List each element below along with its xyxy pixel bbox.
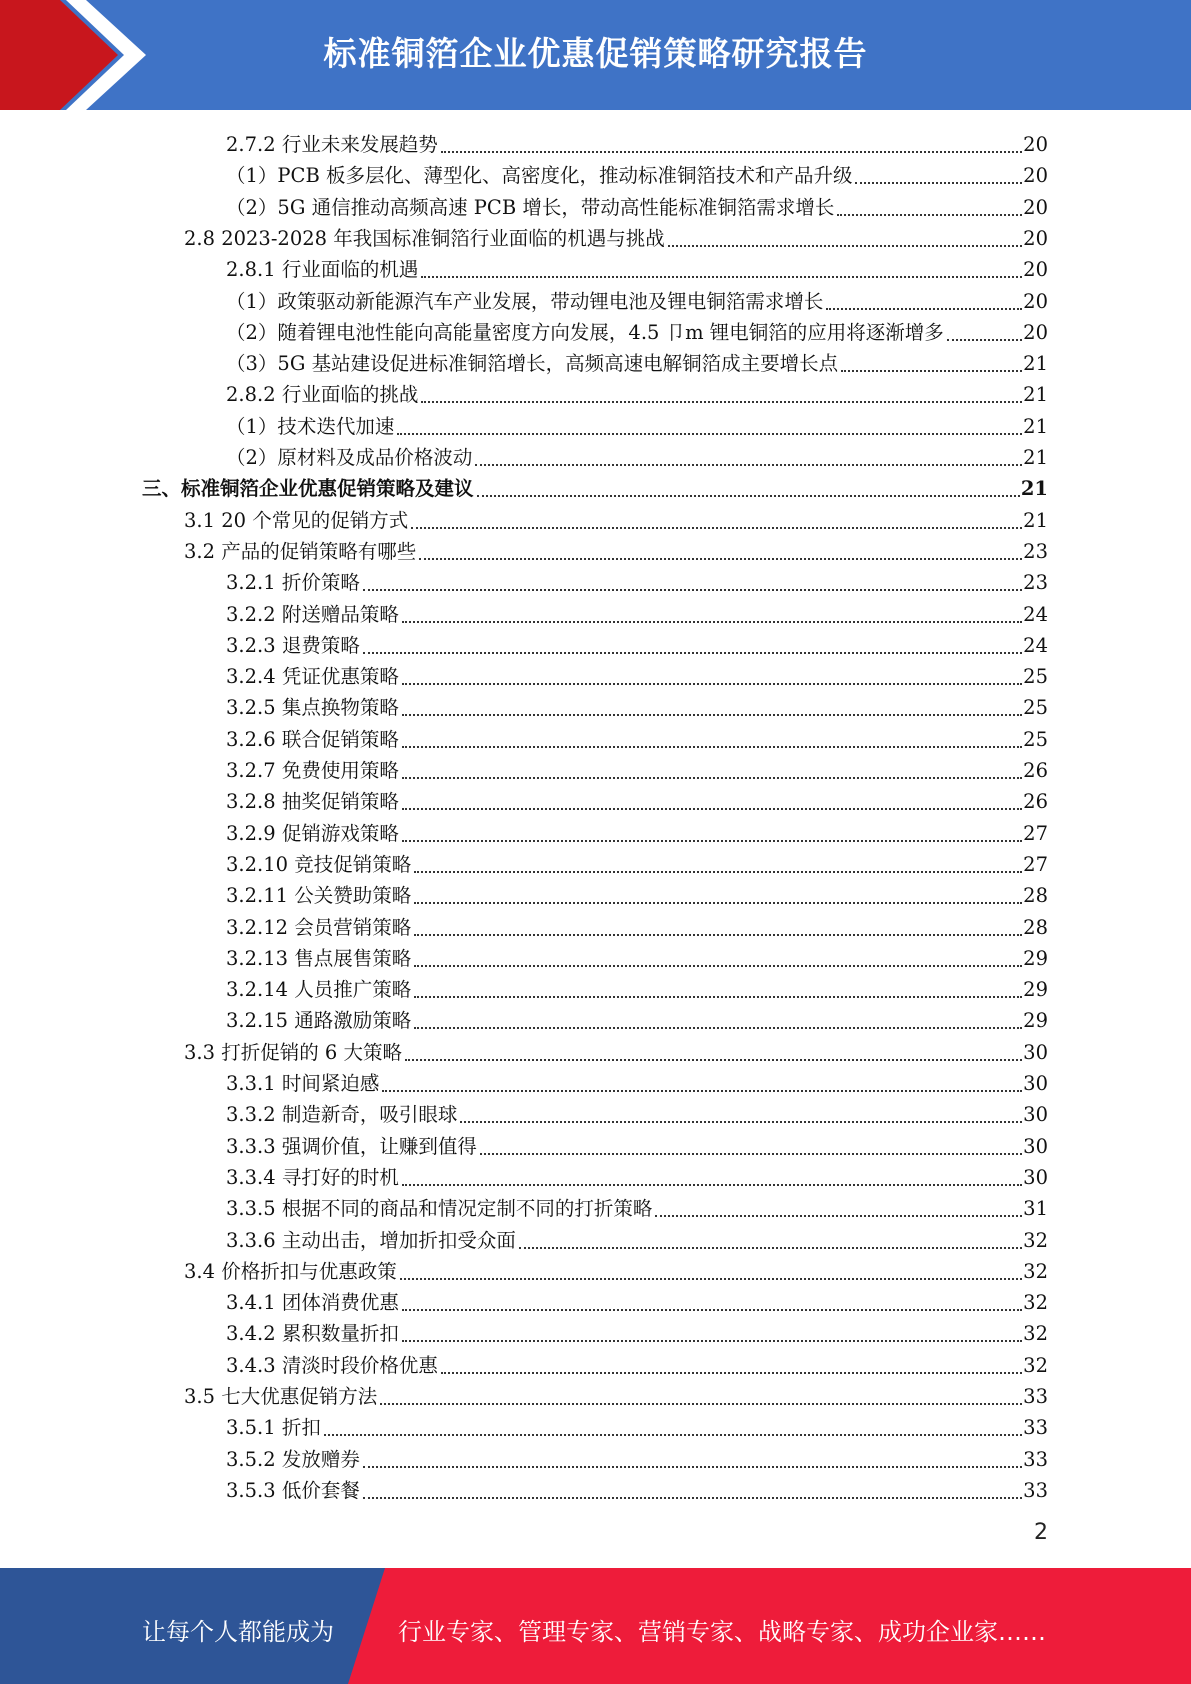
toc-entry-title: 3.3.5 根据不同的商品和情况定制不同的打折策略 bbox=[226, 1197, 653, 1221]
toc-dot-leader bbox=[947, 339, 1022, 341]
toc-entry-title: （3）5G 基站建设促进标准铜箔增长，高频高速电解铜箔成主要增长点 bbox=[226, 352, 839, 376]
toc-entry-page: 25 bbox=[1023, 665, 1048, 689]
toc-entry-page: 29 bbox=[1023, 978, 1048, 1002]
toc-dot-leader bbox=[402, 683, 1022, 685]
toc-dot-leader bbox=[402, 808, 1022, 810]
toc-entry-title: 3.1 20 个常见的促销方式 bbox=[184, 508, 409, 532]
toc-entry[interactable] bbox=[184, 534, 1048, 565]
toc-entry-page: 24 bbox=[1023, 633, 1048, 657]
toc-dot-leader bbox=[397, 433, 1022, 435]
toc-entry-page: 33 bbox=[1023, 1478, 1048, 1502]
toc-dot-leader bbox=[402, 777, 1022, 779]
toc-dot-leader bbox=[414, 996, 1022, 998]
toc-entry[interactable] bbox=[226, 659, 1048, 690]
toc-entry[interactable] bbox=[184, 1035, 1048, 1066]
toc-entry[interactable] bbox=[226, 1160, 1048, 1191]
page-header bbox=[0, 0, 1191, 110]
toc-dot-leader bbox=[475, 464, 1022, 466]
toc-dot-leader bbox=[414, 965, 1022, 967]
toc-dot-leader bbox=[382, 1090, 1022, 1092]
toc-entry-page: 28 bbox=[1023, 884, 1048, 908]
toc-entry-title: 3.4 价格折扣与优惠政策 bbox=[184, 1259, 397, 1283]
toc-entry-page: 32 bbox=[1023, 1291, 1048, 1315]
toc-dot-leader bbox=[460, 1121, 1022, 1123]
toc-entry-page: 20 bbox=[1023, 195, 1048, 219]
toc-dot-leader bbox=[402, 1184, 1022, 1186]
toc-entry[interactable] bbox=[226, 565, 1048, 596]
toc-entry-page: 30 bbox=[1023, 1040, 1048, 1064]
toc-entry[interactable] bbox=[226, 409, 1048, 440]
toc-entry-title: 3.2.11 公关赞助策略 bbox=[226, 884, 412, 908]
toc-entry-title: 3.3.6 主动出击，增加折扣受众面 bbox=[226, 1228, 516, 1252]
toc-entry-page: 20 bbox=[1023, 226, 1048, 250]
toc-entry-title: 3.5.2 发放赠券 bbox=[226, 1447, 360, 1471]
toc-entry-title: 3.3.3 强调价值，让赚到值得 bbox=[226, 1134, 477, 1158]
toc-entry-page: 32 bbox=[1023, 1259, 1048, 1283]
toc-entry-title: 3.2 产品的促销策略有哪些 bbox=[184, 539, 417, 563]
toc-dot-leader bbox=[421, 401, 1022, 403]
toc-entry-title: 3.2.13 售点展售策略 bbox=[226, 946, 412, 970]
toc-dot-leader bbox=[480, 1153, 1022, 1155]
toc-entry[interactable] bbox=[184, 221, 1048, 252]
toc-entry-title: 3.3 打折促销的 6 大策略 bbox=[184, 1040, 403, 1064]
toc-entry-title: 3.5 七大优惠促销方法 bbox=[184, 1385, 378, 1408]
toc-dot-leader bbox=[855, 182, 1022, 184]
toc-entry-page: 32 bbox=[1023, 1353, 1048, 1377]
toc-entry[interactable] bbox=[226, 597, 1048, 628]
toc-entry-page: 21 bbox=[1023, 414, 1048, 438]
toc-entry[interactable] bbox=[226, 1442, 1048, 1473]
toc-dot-leader bbox=[441, 151, 1022, 153]
toc-dot-leader bbox=[421, 276, 1022, 278]
toc-dot-leader bbox=[837, 214, 1022, 216]
chevron-arrow-icon bbox=[0, 0, 160, 110]
toc-entry-page: 20 bbox=[1023, 320, 1048, 344]
toc-entry[interactable] bbox=[226, 315, 1048, 346]
toc-dot-leader bbox=[519, 1247, 1022, 1249]
toc-entry-title: 3.4.3 清淡时段价格优惠 bbox=[226, 1353, 438, 1377]
header-title: 标准铜箔企业优惠促销策略研究报告 bbox=[323, 34, 868, 73]
toc-entry[interactable] bbox=[226, 284, 1048, 315]
toc-entry-title: 3.2.14 人员推广策略 bbox=[226, 978, 412, 1002]
toc-entry-title: 3.4.2 累积数量折扣 bbox=[226, 1322, 399, 1346]
footer-slogan-left: 让每个人都能成为 bbox=[142, 1618, 334, 1646]
toc-entry[interactable] bbox=[226, 1003, 1048, 1034]
toc-entry-title: 2.8 2023-2028 年我国标准铜箔行业面临的机遇与挑战 bbox=[184, 226, 665, 250]
toc-entry-title: 3.3.2 制造新奇，吸引眼球 bbox=[226, 1103, 458, 1127]
toc-entry-title: 3.2.12 会员营销策略 bbox=[226, 915, 412, 939]
toc-dot-leader bbox=[324, 1434, 1022, 1436]
toc-entry-page: 21 bbox=[1023, 383, 1048, 407]
toc-entry-title: 三、标准铜箔企业优惠促销策略及建议 bbox=[142, 477, 474, 501]
toc-entry-page: 20 bbox=[1023, 133, 1048, 156]
toc-entry-page: 26 bbox=[1023, 759, 1048, 782]
toc-entry-page: 26 bbox=[1023, 790, 1048, 814]
toc-entry[interactable] bbox=[226, 346, 1048, 377]
toc-entry[interactable] bbox=[226, 440, 1048, 471]
toc-entry[interactable] bbox=[184, 1254, 1048, 1285]
toc-dot-leader bbox=[441, 1372, 1022, 1374]
toc-entry-page: 20 bbox=[1023, 164, 1048, 188]
toc-dot-leader bbox=[414, 934, 1022, 936]
toc-dot-leader bbox=[402, 621, 1022, 623]
toc-entry[interactable] bbox=[226, 1473, 1048, 1504]
toc-entry-page: 32 bbox=[1023, 1228, 1048, 1252]
toc-entry[interactable] bbox=[226, 1191, 1048, 1222]
toc-dot-leader bbox=[841, 370, 1022, 372]
toc-entry-title: （2）随着锂电池性能向高能量密度方向发展，4.5 卩m 锂电铜箔的应用将逐渐增多 bbox=[226, 320, 944, 344]
toc-entry-title: 3.3.1 时间紧迫感 bbox=[226, 1072, 380, 1095]
toc-dot-leader bbox=[477, 495, 1020, 497]
toc-entry[interactable] bbox=[226, 690, 1048, 721]
toc-dot-leader bbox=[402, 840, 1022, 842]
toc-entry[interactable] bbox=[226, 910, 1048, 941]
toc-entry-title: 3.2.4 凭证优惠策略 bbox=[226, 665, 399, 689]
toc-entry-page: 25 bbox=[1023, 727, 1048, 751]
toc-entry[interactable] bbox=[226, 1316, 1048, 1347]
toc-entry[interactable] bbox=[226, 1285, 1048, 1316]
toc-dot-leader bbox=[414, 1027, 1022, 1029]
toc-entry-page: 27 bbox=[1023, 852, 1048, 876]
toc-entry[interactable] bbox=[226, 1348, 1048, 1379]
toc-entry-page: 33 bbox=[1023, 1416, 1048, 1440]
toc-entry[interactable] bbox=[226, 972, 1048, 1003]
toc-entry-page: 31 bbox=[1023, 1197, 1048, 1221]
toc-entry[interactable] bbox=[226, 1129, 1048, 1160]
toc-entry-title: （2）原材料及成品价格波动 bbox=[226, 446, 473, 469]
toc-dot-leader bbox=[363, 1466, 1022, 1468]
toc-dot-leader bbox=[414, 871, 1022, 873]
toc-entry-page: 20 bbox=[1023, 289, 1048, 313]
toc-entry[interactable] bbox=[226, 377, 1048, 408]
toc-entry-title: 3.5.3 低价套餐 bbox=[226, 1478, 360, 1502]
toc-entry-page: 25 bbox=[1023, 696, 1048, 720]
toc-entry[interactable] bbox=[226, 252, 1048, 283]
toc-dot-leader bbox=[402, 746, 1022, 748]
toc-entry-title: （1）PCB 板多层化、薄型化、高密度化，推动标准铜箔技术和产品升级 bbox=[226, 164, 853, 188]
toc-entry-title: 3.2.3 退费策略 bbox=[226, 633, 360, 657]
toc-entry-title: 3.2.6 联合促销策略 bbox=[226, 727, 399, 751]
toc-entry-title: （2）5G 通信推动高频高速 PCB 增长，带动高性能标准铜箔需求增长 bbox=[226, 195, 835, 219]
toc-entry-title: 3.4.1 团体消费优惠 bbox=[226, 1291, 399, 1315]
toc-dot-leader bbox=[411, 527, 1022, 529]
toc-dot-leader bbox=[826, 308, 1022, 310]
page-number: 2 bbox=[1034, 1520, 1048, 1545]
toc-entry-page: 20 bbox=[1023, 258, 1048, 282]
footer-slogan-right: 行业专家、管理专家、营销专家、战略专家、成功企业家…… bbox=[398, 1618, 1046, 1646]
toc-dot-leader bbox=[400, 1278, 1022, 1280]
toc-entry[interactable] bbox=[226, 1223, 1048, 1254]
toc-entry-title: 3.5.1 折扣 bbox=[226, 1416, 321, 1440]
toc-entry-page: 21 bbox=[1023, 508, 1048, 532]
toc-entry-title: 3.3.4 寻打好的时机 bbox=[226, 1165, 399, 1189]
toc-entry-title: （1）技术迭代加速 bbox=[226, 414, 395, 438]
toc-dot-leader bbox=[380, 1403, 1022, 1405]
toc-entry-page: 24 bbox=[1023, 602, 1048, 626]
toc-entry-page: 33 bbox=[1023, 1447, 1048, 1471]
toc-entry[interactable] bbox=[226, 816, 1048, 847]
toc-dot-leader bbox=[419, 558, 1022, 560]
toc-entry-page: 21 bbox=[1023, 352, 1048, 376]
toc-entry[interactable] bbox=[184, 1379, 1048, 1410]
toc-entry[interactable] bbox=[226, 878, 1048, 909]
toc-entry-page: 30 bbox=[1023, 1165, 1048, 1189]
toc-dot-leader bbox=[363, 1497, 1022, 1499]
toc-entry[interactable] bbox=[142, 471, 1048, 502]
toc-entry-title: 3.2.5 集点换物策略 bbox=[226, 696, 399, 720]
toc-entry-page: 23 bbox=[1023, 571, 1048, 595]
toc-entry-title: 3.2.2 附送赠品策略 bbox=[226, 602, 399, 626]
toc-dot-leader bbox=[402, 1340, 1022, 1342]
toc-entry-title: 2.8.1 行业面临的机遇 bbox=[226, 258, 419, 282]
toc-entry-title: （1）政策驱动新能源汽车产业发展，带动锂电池及锂电铜箔需求增长 bbox=[226, 289, 824, 313]
toc-entry[interactable] bbox=[226, 158, 1048, 189]
toc-entry-page: 30 bbox=[1023, 1072, 1048, 1095]
toc-entry-page: 21 bbox=[1023, 446, 1048, 469]
toc-entry-page: 29 bbox=[1023, 1009, 1048, 1033]
toc-entry-title: 3.2.8 抽奖促销策略 bbox=[226, 790, 399, 814]
toc-entry[interactable] bbox=[226, 1410, 1048, 1441]
toc-dot-leader bbox=[668, 245, 1022, 247]
toc-entry[interactable] bbox=[226, 628, 1048, 659]
toc-entry[interactable] bbox=[226, 1097, 1048, 1128]
toc-entry-page: 29 bbox=[1023, 946, 1048, 970]
toc-entry-page: 33 bbox=[1023, 1385, 1048, 1408]
toc-entry-title: 3.2.9 促销游戏策略 bbox=[226, 821, 399, 845]
toc-dot-leader bbox=[363, 652, 1022, 654]
toc-entry-page: 21 bbox=[1020, 477, 1048, 501]
toc-entry[interactable] bbox=[226, 1066, 1048, 1097]
toc-entry-page: 27 bbox=[1023, 821, 1048, 845]
toc-entry[interactable] bbox=[226, 127, 1048, 158]
toc-entry-title: 2.8.2 行业面临的挑战 bbox=[226, 383, 419, 407]
toc-entry-page: 32 bbox=[1023, 1322, 1048, 1346]
toc-entry[interactable] bbox=[226, 847, 1048, 878]
toc-entry-title: 2.7.2 行业未来发展趋势 bbox=[226, 133, 438, 156]
toc-entry[interactable] bbox=[226, 190, 1048, 221]
toc-dot-leader bbox=[402, 1309, 1022, 1311]
toc-entry-page: 30 bbox=[1023, 1103, 1048, 1127]
toc-dot-leader bbox=[414, 902, 1022, 904]
toc-entry[interactable] bbox=[226, 753, 1048, 784]
toc-entry[interactable] bbox=[184, 503, 1048, 534]
toc-dot-leader bbox=[402, 714, 1022, 716]
toc-entry[interactable] bbox=[226, 722, 1048, 753]
toc-entry-page: 28 bbox=[1023, 915, 1048, 939]
toc-entry-title: 3.2.7 免费使用策略 bbox=[226, 759, 399, 782]
toc-entry-page: 30 bbox=[1023, 1134, 1048, 1158]
toc-entry-title: 3.2.1 折价策略 bbox=[226, 571, 360, 595]
toc-entry-title: 3.2.15 通路激励策略 bbox=[226, 1009, 412, 1033]
toc-dot-leader bbox=[405, 1059, 1022, 1061]
toc-entry-page: 23 bbox=[1023, 539, 1048, 563]
toc-entry[interactable] bbox=[226, 784, 1048, 815]
toc-dot-leader bbox=[655, 1215, 1022, 1217]
toc-entry-title: 3.2.10 竞技促销策略 bbox=[226, 852, 412, 876]
toc-dot-leader bbox=[363, 589, 1022, 591]
page-footer bbox=[0, 1568, 1191, 1684]
toc-entry[interactable] bbox=[226, 941, 1048, 972]
